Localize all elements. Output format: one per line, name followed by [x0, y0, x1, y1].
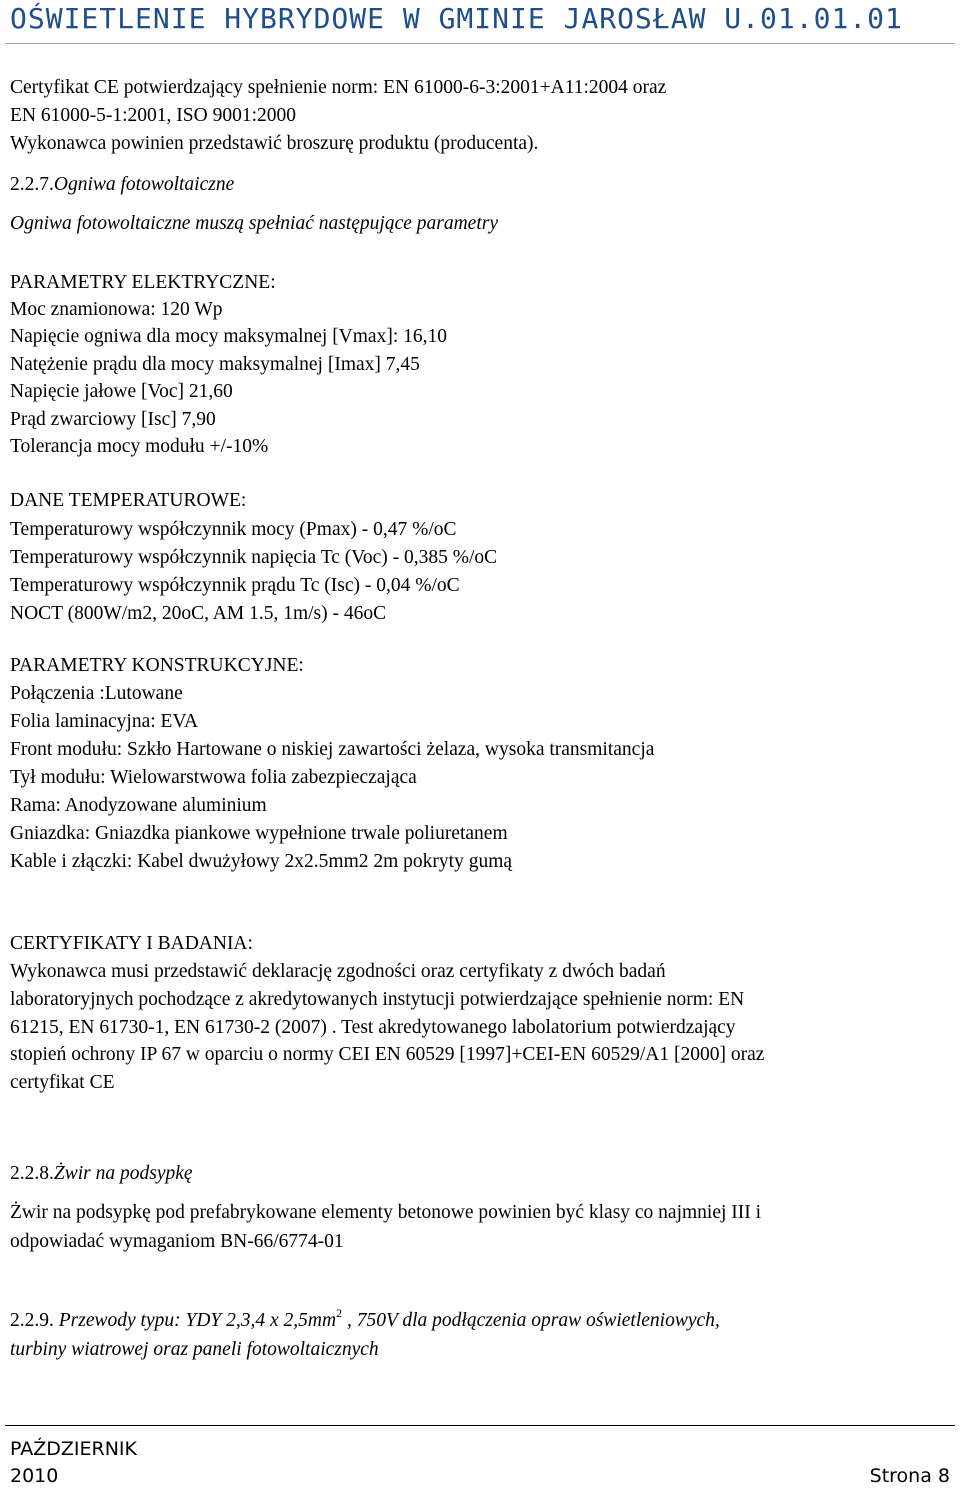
section-229-title-line2: turbiny wiatrowej oraz paneli fotowoltaicznych: [10, 1339, 379, 1360]
footer-year: 2010: [10, 1465, 59, 1487]
section-number: 2.2.8.: [10, 1163, 54, 1184]
section-228-heading: [10, 1164, 193, 1184]
construction-line: Połączenia :Lutowane: [10, 683, 183, 704]
certs-line: stopień ochrony IP 67 w oparciu o normy CEI EN 60529 [1997]+CEI-EN 60529/A1 [2000] oraz: [10, 1044, 765, 1065]
electrical-line: Napięcie jałowe [Voc] 21,60: [10, 381, 233, 402]
construction-line: Rama: Anodyzowane aluminium: [10, 795, 267, 816]
section-228-line: odpowiadać wymaganiom BN-66/6774-01: [10, 1231, 344, 1252]
section-229-heading: [10, 1306, 720, 1331]
section-title: Ogniwa fotowoltaiczne: [53, 174, 235, 195]
temperature-heading: DANE TEMPERATUROWE:: [10, 490, 247, 511]
section-title-cont: , 750V dla podłączenia opraw oświetleniowych,: [342, 1310, 720, 1331]
construction-heading: PARAMETRY KONSTRUKCYJNE:: [10, 655, 304, 676]
section-228-line: Żwir na podsypkę pod prefabrykowane elementy betonowe powinien być klasy co najmniej III i: [10, 1202, 762, 1223]
electrical-line: Prąd zwarciowy [Isc] 7,90: [10, 409, 216, 430]
header-divider: [5, 43, 955, 44]
certs-heading: CERTYFIKATY I BADANIA:: [10, 933, 253, 954]
electrical-line: Natężenie prądu dla mocy maksymalnej [Imax] 7,45: [10, 354, 420, 375]
construction-line: Gniazdka: Gniazdka piankowe wypełnione trwale poliuretanem: [10, 823, 508, 844]
temperature-line: Temperaturowy współczynnik prądu Tc (Isc) - 0,04 %/oC: [10, 575, 460, 596]
section-number: 2.2.7.: [10, 174, 54, 195]
section-title: Żwir na podsypkę: [53, 1163, 193, 1184]
superscript: 2: [336, 1306, 343, 1320]
footer-page-number: Strona 8: [869, 1465, 950, 1487]
construction-line: Front modułu: Szkło Hartowane o niskiej zawartości żelaza, wysoka transmitancja: [10, 739, 655, 760]
temperature-line: NOCT (800W/m2, 20oC, AM 1.5, 1m/s) - 46oC: [10, 603, 387, 624]
section-227-heading: [10, 175, 234, 195]
certs-line: Wykonawca musi przedstawić deklarację zgodności oraz certyfikaty z dwóch badań: [10, 961, 666, 982]
certs-line: laboratoryjnych pochodzące z akredytowanych instytucji potwierdzające spełnienie norm: EN: [10, 989, 745, 1010]
construction-line: Tył modułu: Wielowarstwowa folia zabezpieczająca: [10, 767, 417, 788]
certs-line: 61215, EN 61730-1, EN 61730-2 (2007) . Test akredytowanego labolatorium potwierdzający: [10, 1017, 736, 1038]
section-number: 2.2.9.: [10, 1310, 54, 1331]
temperature-line: Temperaturowy współczynnik mocy (Pmax) - 0,47 %/oC: [10, 519, 457, 540]
section-title: Przewody typu: YDY 2,3,4 x 2,5mm: [58, 1310, 337, 1331]
section-227-subtitle: Ogniwa fotowoltaiczne muszą spełniać następujące parametry: [10, 213, 498, 234]
certs-line: certyfikat CE: [10, 1072, 115, 1093]
intro-line: Wykonawca powinien przedstawić broszurę produktu (producenta).: [10, 133, 539, 154]
construction-line: Folia laminacyjna: EVA: [10, 711, 199, 732]
header-title: OŚWIETLENIE HYBRYDOWE W GMINIE JAROSŁAW U.01.01.01: [10, 2, 903, 35]
electrical-line: Napięcie ogniwa dla mocy maksymalnej [Vmax]: 16,10: [10, 326, 447, 347]
electrical-line: Tolerancja mocy modułu +/-10%: [10, 436, 269, 457]
electrical-heading: PARAMETRY ELEKTRYCZNE:: [10, 272, 276, 293]
electrical-line: Moc znamionowa: 120 Wp: [10, 299, 223, 320]
intro-line: EN 61000-5-1:2001, ISO 9001:2000: [10, 105, 296, 126]
footer-month: PAŹDZIERNIK: [10, 1438, 137, 1460]
intro-line: Certyfikat CE potwierdzający spełnienie norm: EN 61000-6-3:2001+A11:2004 oraz: [10, 77, 667, 98]
construction-line: Kable i złączki: Kabel dwużyłowy 2x2.5mm2 2m pokryty gumą: [10, 851, 513, 872]
temperature-line: Temperaturowy współczynnik napięcia Tc (Voc) - 0,385 %/oC: [10, 547, 498, 568]
footer-divider: [5, 1425, 955, 1426]
